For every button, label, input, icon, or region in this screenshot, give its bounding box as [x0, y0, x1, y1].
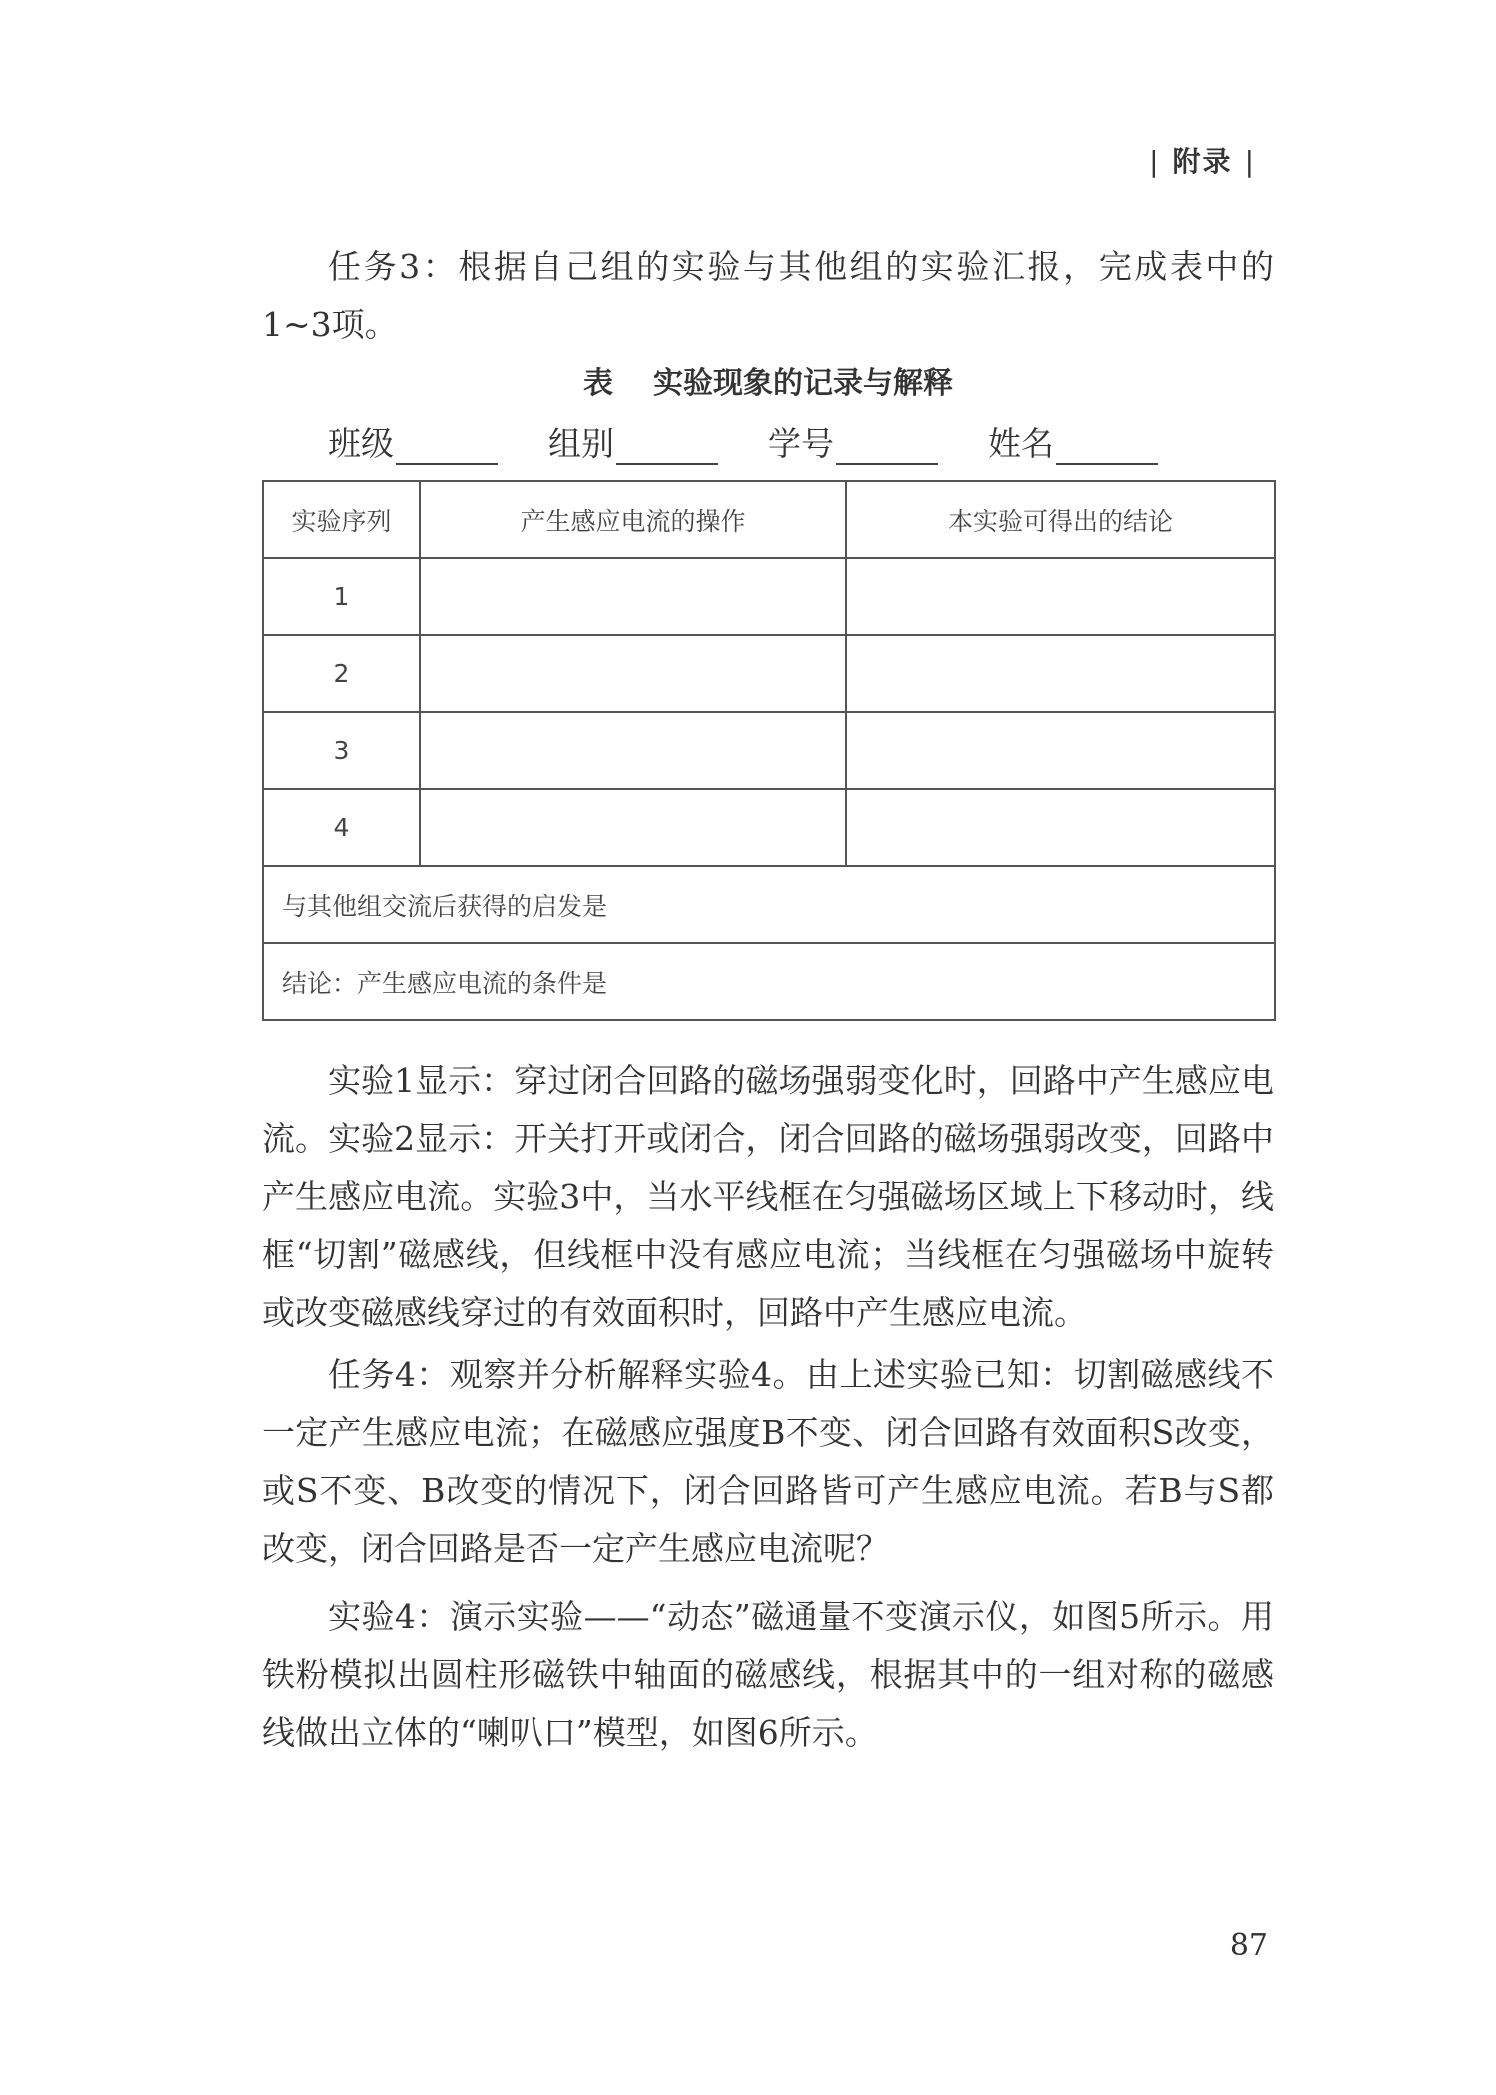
info-name-label: 姓名: [988, 424, 1054, 463]
page-number: 87: [1229, 1928, 1268, 1963]
info-class: [328, 418, 498, 465]
table-row: [263, 635, 1275, 712]
table-caption-title: 实验现象的记录与解释: [653, 366, 953, 401]
info-student-id-label: 学号: [768, 424, 834, 463]
info-student-id-blank[interactable]: [836, 433, 938, 465]
experiment4-section: [262, 1588, 1274, 1762]
header-cell-conclusion: 本实验可得出的结论: [846, 481, 1275, 558]
task3-paragraph: 任务3：根据自己组的实验与其他组的实验汇报，完成表中的1~3项。: [262, 247, 1274, 344]
row-number-cell: 2: [263, 635, 420, 712]
table-row: [263, 789, 1275, 866]
record-table: [262, 480, 1276, 1021]
running-header: [1137, 140, 1268, 180]
row-number-cell: 3: [263, 712, 420, 789]
row-number-cell: 4: [263, 789, 420, 866]
operation-cell[interactable]: [420, 712, 846, 789]
operation-cell[interactable]: [420, 789, 846, 866]
table-row: [263, 712, 1275, 789]
table-header-row: [263, 481, 1275, 558]
table-caption-prefix: 表: [583, 366, 613, 401]
table-footer-row-inspiration: [263, 866, 1275, 943]
conclusion-cell[interactable]: [846, 789, 1275, 866]
task4-section: [262, 1346, 1274, 1578]
inspiration-cell[interactable]: 与其他组交流后获得的启发是: [263, 866, 1275, 943]
conclusion-cell[interactable]: [846, 635, 1275, 712]
operation-cell[interactable]: [420, 558, 846, 635]
task3-section: [262, 238, 1274, 354]
final-conclusion-cell[interactable]: 结论：产生感应电流的条件是: [263, 943, 1275, 1020]
table-row: [263, 558, 1275, 635]
table-footer-row-conclusion: [263, 943, 1275, 1020]
header-section-title: 附录: [1172, 145, 1233, 178]
info-name-blank[interactable]: [1056, 433, 1158, 465]
row-number-cell: 1: [263, 558, 420, 635]
header-cell-operation: 产生感应电流的操作: [420, 481, 846, 558]
info-student-id: [768, 418, 938, 465]
conclusion-cell[interactable]: [846, 558, 1275, 635]
info-class-label: 班级: [328, 424, 394, 463]
conclusion-cell[interactable]: [846, 712, 1275, 789]
student-info-line: [328, 418, 1268, 465]
info-group-label: 组别: [548, 424, 614, 463]
info-group-blank[interactable]: [616, 433, 718, 465]
experiments-paragraph: 实验1显示：穿过闭合回路的磁场强弱变化时，回路中产生感应电流。实验2显示：开关打开或闭合，闭合回路的磁场强弱改变，回路中产生感应电流。实验3中，当水平线框在匀强磁场区域上下移动时，线框“切割”磁感线，但线框中没有感应电流；当线框在匀强磁场中旋转或改变磁感线穿过的有效面积时，回路中产生感应电流。: [262, 1061, 1274, 1332]
task4-paragraph: 任务4：观察并分析解释实验4。由上述实验已知：切割磁感线不一定产生感应电流；在磁感应强度B不变、闭合回路有效面积S改变，或S不变、B改变的情况下，闭合回路皆可产生感应电流。若B与S都改变，闭合回路是否一定产生感应电流呢？: [262, 1355, 1274, 1568]
header-divider-right: |: [1244, 145, 1256, 178]
info-name: [988, 418, 1158, 465]
header-cell-sequence: 实验序列: [263, 481, 420, 558]
operation-cell[interactable]: [420, 635, 846, 712]
header-divider-left: |: [1149, 145, 1161, 178]
experiment4-paragraph: 实验4：演示实验——“动态”磁通量不变演示仪，如图5所示。用铁粉模拟出圆柱形磁铁中轴面的磁感线，根据其中的一组对称的磁感线做出立体的“喇叭口”模型，如图6所示。: [262, 1597, 1274, 1752]
table-caption: [262, 358, 1274, 402]
info-group: [548, 418, 718, 465]
experiments-section: [262, 1052, 1274, 1342]
info-class-blank[interactable]: [396, 433, 498, 465]
